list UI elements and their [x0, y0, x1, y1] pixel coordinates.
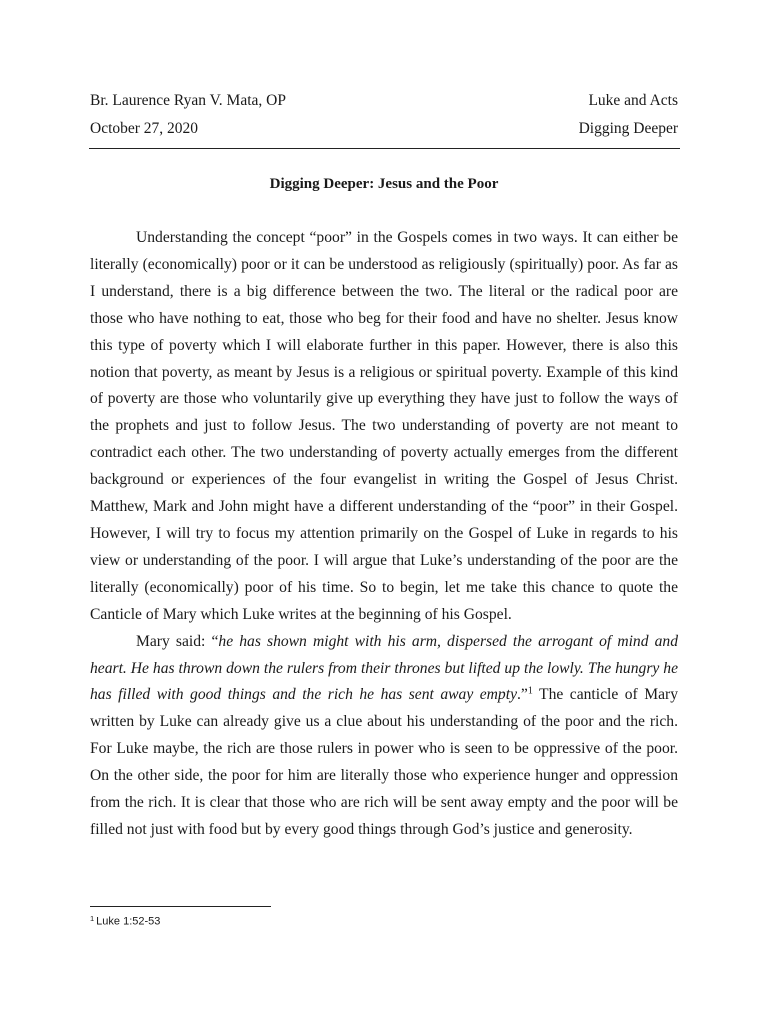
- course-name: Luke and Acts: [588, 92, 678, 109]
- body-text: [90, 225, 678, 844]
- footnote: [90, 914, 160, 927]
- document-title: Digging Deeper: Jesus and the Poor: [269, 176, 499, 192]
- footnote-number: 1: [90, 914, 95, 923]
- header-divider: [89, 148, 680, 149]
- paragraph-1: Understanding the concept “poor” in the Gospels comes in two ways. It can either be literally (economically) poor or it can be understood as religiously (spiritually) poor. As far as I understand, there is a big difference between the two. The literal or the radical poor are those who have nothing to eat, those who beg for their food and have no shelter. Jesus know this type of poverty which I will elaborate further in this paper. However, there is also this notion that poverty, as meant by Jesus is a religious or spiritual poverty. Example of this kind of poverty are those who voluntarily give up everything they have just to follow the ways of the prophets and just to follow Jesus. The two understanding of poverty are not meant to contradict each other. The two understanding of poverty actually emerges from the different background or experiences of the four evangelist in writing the Gospel of Jesus Christ. Matthew, Mark and John might have a different understanding of the “poor” in their Gospel. However, I will try to focus my attention primarily on the Gospel of Luke in regards to his view or understanding of the poor. I will argue that Luke’s understanding of the poor are the literally (economically) poor of his time. So to begin, let me take this chance to quote the Canticle of Mary which Luke writes at the beginning of his Gospel.: [90, 229, 678, 623]
- author-name: Br. Laurence Ryan V. Mata, OP: [90, 92, 286, 109]
- document-date: October 27, 2020: [90, 120, 199, 137]
- paragraph-2-quote-close: .”: [517, 686, 528, 704]
- footnote-text: Luke 1:52-53: [96, 915, 161, 928]
- header-row-1: [90, 92, 678, 110]
- paragraph-2-lead: Mary said: “: [136, 632, 219, 650]
- assignment-name: Digging Deeper: [578, 120, 678, 137]
- paragraph-2: [90, 629, 678, 844]
- footnote-divider: [90, 906, 271, 907]
- paragraph-2-rest: The canticle of Mary written by Luke can already give us a clue about his understanding of the poor and the rich. For Luke maybe, the rich are those rulers in power who is seen to be oppressive of the poor. On the other side, the poor for him are literally those who experience hunger and oppression from the rich. It is clear that those who are rich will be sent away empty and the poor will be filled not just with food but by every good things through God’s justice and generosity.: [90, 686, 678, 838]
- footnote-reference[interactable]: 1: [527, 685, 533, 697]
- canticle-quote: he has shown might with his arm, dispersed the arrogant of mind and heart. He has thrown down the rulers from their thrones but lifted up the lowly. The hungry he has filled with good things and the rich he has sent away empty: [90, 632, 679, 704]
- header-row-2: [90, 120, 678, 138]
